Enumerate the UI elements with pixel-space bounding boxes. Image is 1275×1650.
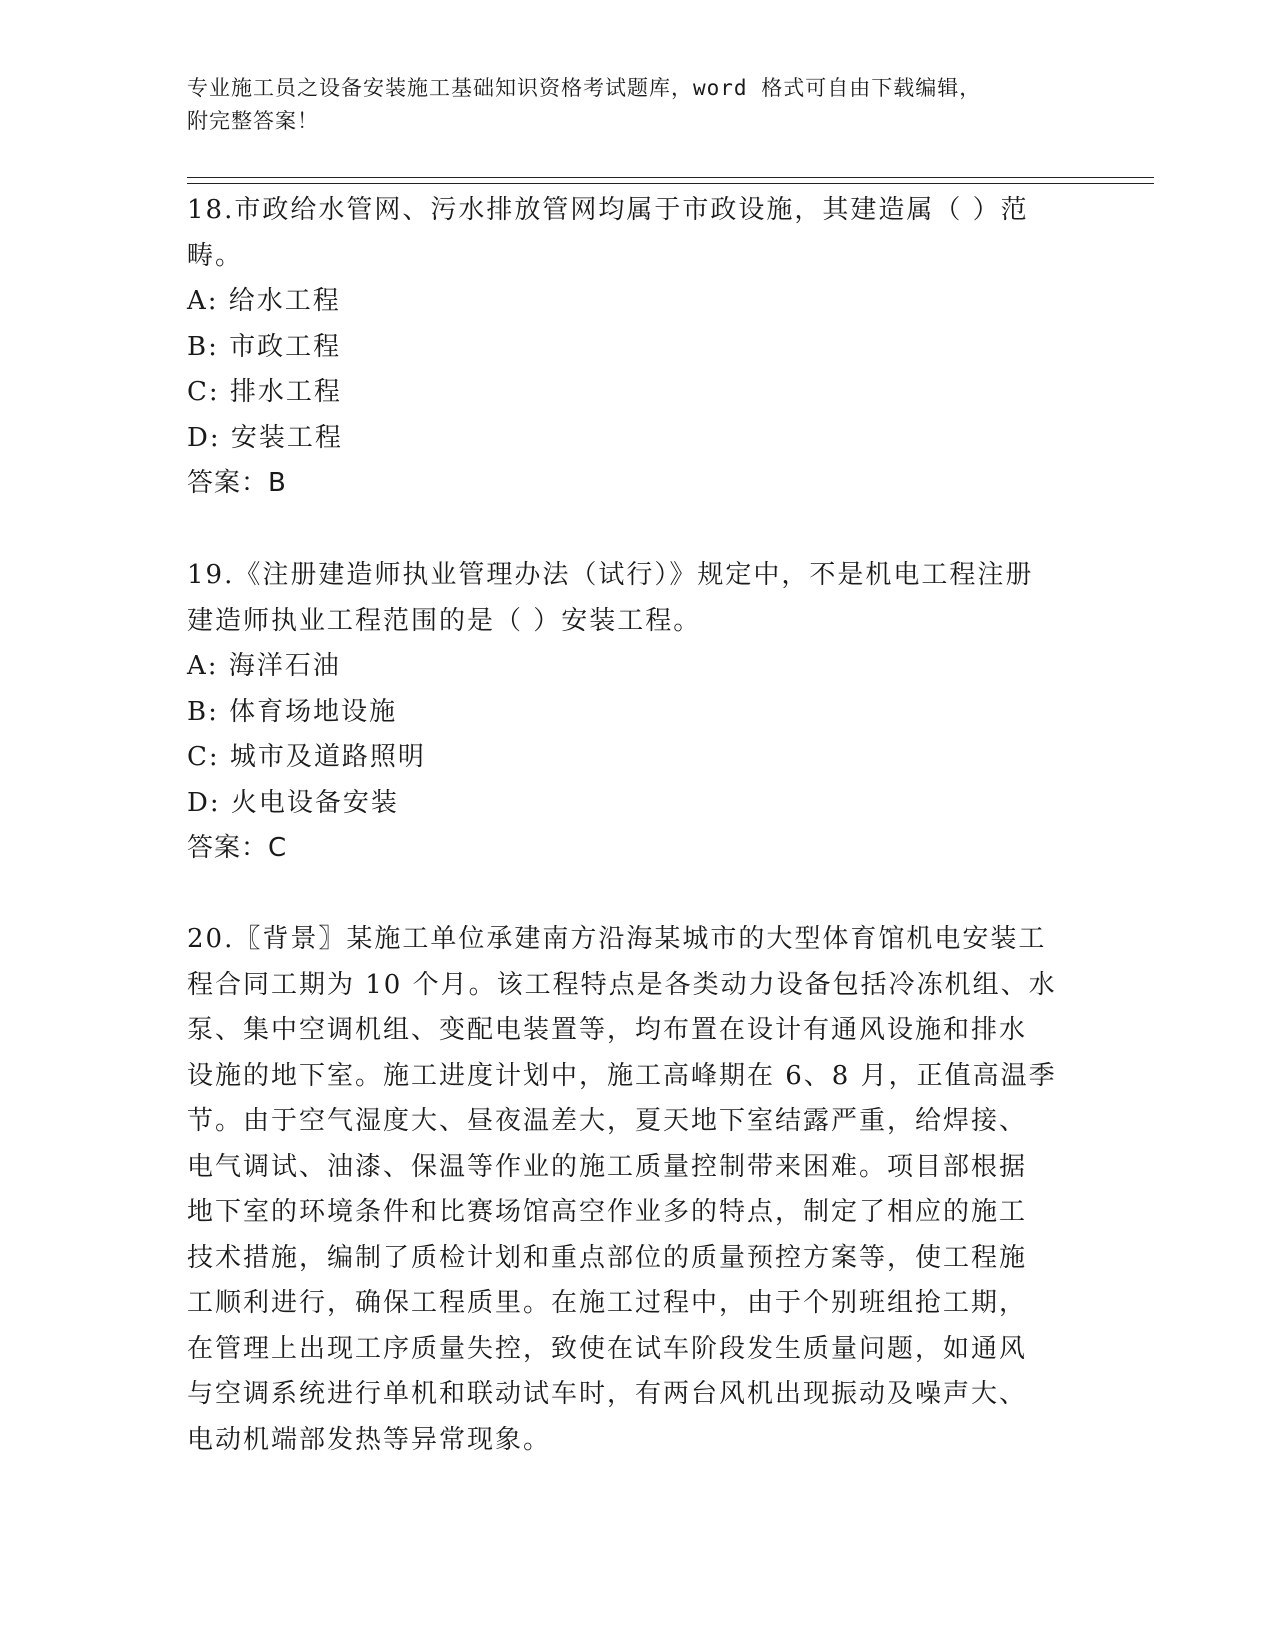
question-stem-line: 地下室的环境条件和比赛场馆高空作业多的特点，制定了相应的施工 <box>187 1197 1028 1227</box>
question-stem-line: 电气调试、油漆、保温等作业的施工质量控制带来困难。项目部根据 <box>187 1151 1028 1182</box>
question-18 <box>187 188 1087 507</box>
option-d: D: 安装工程 <box>187 422 343 453</box>
question-stem-line: 工顺利进行，确保工程质里。在施工过程中，由于个别班组抢工期， <box>187 1288 1028 1318</box>
question-stem-line: 技术措施，编制了质检计划和重点部位的质量预控方案等，使工程施 <box>187 1242 1028 1273</box>
question-stem-line: 节。由于空气湿度大、昼夜温差大，夏天地下室结露严重，给焊接、 <box>187 1106 1028 1136</box>
question-stem-line: 与空调系统进行单机和联动试车时，有两台风机出现振动及噪声大、 <box>187 1379 1028 1409</box>
answer-label: 答案：B <box>187 468 287 498</box>
header-line: 附完整答案！ <box>187 109 319 133</box>
question-stem-line: 在管理上出现工序质量失控，致使在试车阶段发生质量问题，如通风 <box>187 1333 1028 1364</box>
option-d: D: 火电设备安装 <box>187 787 399 818</box>
question-stem-line: 泵、集中空调机组、变配电装置等，均布置在设计有通风设施和排水 <box>187 1015 1028 1045</box>
question-stem-line: 畴。 <box>187 240 244 271</box>
question-stem-line: 设施的地下室。施工进度计划中，施工高峰期在 6、8 月，正值高温季 <box>187 1060 1057 1091</box>
answer-label: 答案：C <box>187 833 288 863</box>
option-b: B: 市政工程 <box>187 331 342 362</box>
question-stem-line: 18.市政给水管网、污水排放管网均属于市政设施，其建造属（ ）范 <box>187 195 1029 225</box>
option-b: B: 体育场地设施 <box>187 696 398 727</box>
header-divider-bottom <box>187 183 1154 184</box>
question-19 <box>187 553 1087 872</box>
header-line: 专业施工员之设备安装施工基础知识资格考试题库，word 格式可自由下载编辑， <box>187 76 982 100</box>
question-stem-line: 建造师执业工程范围的是（ ）安装工程。 <box>187 605 702 636</box>
option-a: A: 给水工程 <box>187 286 341 316</box>
option-c: C: 排水工程 <box>187 377 342 407</box>
question-stem-line: 19.《注册建造师执业管理办法（试行）》规定中，不是机电工程注册 <box>187 560 1034 590</box>
question-stem-line: 20.〖背景〗某施工单位承建南方沿海某城市的大型体育馆机电安装工 <box>187 924 1047 954</box>
question-stem-line: 程合同工期为 10 个月。该工程特点是各类动力设备包括冷冻机组、水 <box>187 969 1057 1000</box>
option-a: A: 海洋石油 <box>187 651 341 681</box>
question-20 <box>187 917 1087 1463</box>
document-header <box>187 72 1067 138</box>
header-divider-top <box>187 177 1154 178</box>
question-stem-line: 电动机端部发热等异常现象。 <box>187 1424 552 1455</box>
option-c: C: 城市及道路照明 <box>187 742 426 772</box>
